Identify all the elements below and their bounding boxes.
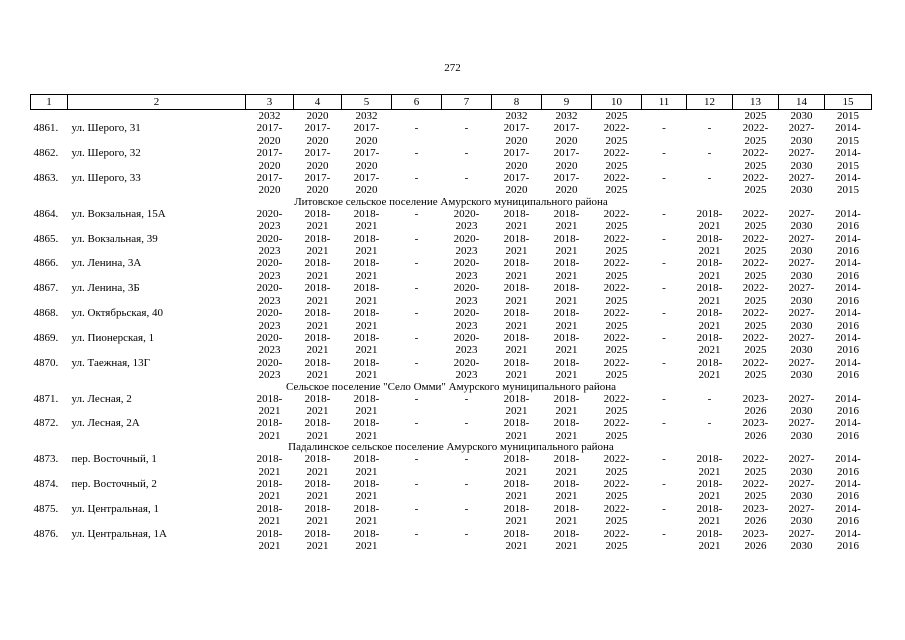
column-header-11: 11: [642, 95, 687, 110]
row-number: 4864.: [33, 207, 59, 220]
period-cell: 2022- 2025: [603, 331, 630, 357]
period-cell: 2018- 2021: [503, 331, 530, 357]
address-cell: ул. Лесная, 2А: [71, 417, 140, 430]
period-cell: 2022- 2025: [742, 331, 769, 357]
period-cell: 2022- 2025: [742, 172, 769, 197]
period-cell: -: [464, 502, 469, 515]
address-cell: ул. Вокзальная, 15А: [71, 207, 166, 220]
period-cell: -: [464, 527, 469, 540]
period-cell: 2014- 2016: [835, 232, 861, 258]
period-cell: 2018- 2021: [553, 207, 580, 233]
period-cell: 2020- 2023: [453, 232, 480, 258]
period-cell: 2018- 2021: [353, 232, 380, 258]
period-cell: 2018- 2021: [256, 453, 283, 478]
period-cell: [687, 110, 733, 123]
period-cell: -: [414, 232, 419, 245]
section-heading: Литовское сельское поселение Амурского муниципального района: [294, 195, 608, 208]
period-cell: 2025: [744, 110, 767, 122]
address-cell: ул. Лесная, 2: [71, 392, 132, 405]
row-number: [31, 110, 68, 123]
period-cell: 2017- 2020: [256, 172, 283, 197]
period-cell: 2017- 2020: [553, 147, 580, 172]
period-cell: 2023- 2026: [742, 392, 769, 417]
address-cell: ул. Шерого, 31: [71, 122, 141, 135]
period-cell: 2014- 2015: [835, 172, 861, 197]
address-cell: пер. Восточный, 1: [71, 453, 157, 466]
period-cell: 2027- 2030: [788, 477, 815, 503]
period-cell: 2018- 2021: [353, 392, 380, 417]
period-cell: 2020- 2023: [256, 307, 283, 332]
address-cell: ул. Вокзальная, 39: [71, 232, 158, 245]
period-cell: 2014- 2016: [835, 356, 861, 382]
period-cell: 2022- 2025: [603, 392, 630, 417]
period-cell: 2018- 2021: [503, 307, 530, 332]
section-heading: Сельское поселение "Село Омми" Амурского муниципального района: [285, 380, 617, 393]
period-cell: 2027- 2030: [788, 331, 815, 357]
period-cell: 2023- 2026: [742, 502, 769, 528]
row-number: 4873.: [33, 453, 59, 466]
row-number: 4870.: [33, 356, 59, 369]
period-cell: 2022- 2025: [742, 232, 769, 258]
period-cell: 2017- 2020: [503, 147, 530, 172]
period-cell: 2018- 2021: [503, 232, 530, 258]
period-cell: -: [662, 122, 666, 135]
period-cell: 2018- 2021: [503, 282, 530, 307]
period-cell: 2018- 2021: [553, 356, 580, 382]
period-cell: -: [662, 207, 666, 220]
period-cell: 2018- 2021: [304, 232, 331, 258]
table-row: [31, 332, 872, 357]
period-cell: 2020- 2023: [453, 257, 480, 282]
period-cell: -: [464, 122, 469, 135]
period-cell: 2018- 2021: [353, 356, 380, 382]
address-cell: ул. Ленина, 3А: [71, 257, 142, 270]
table-row: [31, 147, 872, 172]
period-cell: 2020: [306, 110, 329, 122]
period-cell: -: [707, 147, 712, 160]
address-cell: ул. Пионерская, 1: [71, 331, 155, 344]
period-cell: 2025: [605, 110, 628, 122]
period-cell: -: [414, 453, 419, 466]
period-cell: 2022- 2025: [603, 122, 630, 147]
table-row: [31, 122, 872, 147]
period-cell: 2027- 2030: [788, 502, 815, 528]
period-cell: 2020- 2023: [256, 207, 283, 233]
period-cell: 2018- 2021: [553, 331, 580, 357]
period-cell: 2020- 2023: [453, 307, 480, 332]
period-cell: 2014- 2015: [835, 147, 861, 172]
period-cell: 2014- 2016: [835, 207, 861, 233]
period-cell: 2018- 2021: [353, 527, 380, 552]
period-cell: 2018- 2021: [304, 207, 331, 233]
address-cell: ул. Центральная, 1: [71, 502, 159, 515]
period-cell: -: [414, 257, 419, 270]
period-cell: 2018- 2021: [696, 232, 723, 258]
period-cell: 2020- 2023: [256, 331, 283, 357]
period-cell: 2027- 2030: [788, 392, 815, 417]
period-cell: 2018- 2021: [304, 453, 331, 478]
column-header-1: 1: [31, 95, 68, 110]
period-cell: 2018- 2021: [553, 453, 580, 478]
period-cell: 2014- 2015: [835, 122, 861, 147]
table-row: [31, 233, 872, 258]
period-cell: 2027- 2030: [788, 282, 815, 307]
period-cell: 2018- 2021: [696, 207, 723, 233]
period-cell: 2027- 2030: [788, 122, 815, 147]
period-cell: 2018- 2021: [353, 207, 380, 233]
period-cell: 2014- 2016: [835, 282, 861, 307]
address-cell: ул. Ленина, 3Б: [71, 282, 140, 295]
address-cell: [68, 110, 246, 123]
period-cell: -: [707, 122, 712, 135]
table-row: [31, 282, 872, 307]
period-cell: 2022- 2025: [603, 527, 630, 552]
period-cell: -: [662, 502, 666, 515]
period-cell: 2022- 2025: [742, 307, 769, 332]
period-cell: 2022- 2025: [603, 207, 630, 233]
period-cell: 2017- 2020: [256, 122, 283, 147]
period-cell: 2014- 2016: [835, 307, 861, 332]
section-heading: Падалинское сельское поселение Амурского муниципального района: [288, 441, 614, 454]
table-header: [31, 95, 872, 110]
period-cell: 2014- 2016: [835, 527, 861, 552]
period-cell: 2020- 2023: [453, 282, 480, 307]
period-cell: 2017- 2020: [304, 172, 331, 197]
period-cell: -: [464, 477, 469, 490]
column-header-12: 12: [687, 95, 733, 110]
period-cell: 2017- 2020: [353, 122, 380, 147]
table-row: [31, 417, 872, 442]
period-cell: 2018- 2021: [353, 282, 380, 307]
section-heading-row: [31, 197, 872, 208]
period-cell: 2020- 2023: [453, 207, 480, 233]
period-cell: 2018- 2021: [353, 307, 380, 332]
period-cell: 2018- 2021: [256, 417, 283, 442]
period-cell: -: [414, 331, 419, 344]
column-header-2: 2: [68, 95, 246, 110]
period-cell: -: [662, 172, 666, 185]
period-cell: 2014- 2016: [835, 477, 861, 503]
period-cell: 2018- 2021: [304, 392, 331, 417]
period-cell: 2018- 2021: [553, 392, 580, 417]
period-cell: 2018- 2021: [553, 502, 580, 528]
period-cell: 2018- 2021: [696, 453, 723, 478]
period-cell: 2018- 2021: [503, 502, 530, 528]
period-cell: 2022- 2025: [742, 477, 769, 503]
period-cell: [392, 110, 442, 123]
column-header-5: 5: [342, 95, 392, 110]
row-number: 4872.: [33, 417, 59, 430]
period-cell: -: [662, 282, 666, 295]
period-cell: -: [662, 417, 666, 430]
period-cell: 2018- 2021: [503, 453, 530, 478]
period-cell: 2017- 2020: [353, 147, 380, 172]
period-cell: 2018- 2021: [353, 477, 380, 503]
period-cell: 2018- 2021: [553, 282, 580, 307]
period-cell: 2017- 2020: [304, 122, 331, 147]
period-cell: 2018- 2021: [696, 282, 723, 307]
period-cell: -: [464, 417, 469, 430]
period-cell: -: [707, 392, 712, 405]
period-cell: 2027- 2030: [788, 232, 815, 258]
period-cell: -: [707, 417, 712, 430]
address-cell: ул. Шерого, 32: [71, 147, 141, 160]
table-row: [31, 257, 872, 282]
period-cell: 2018- 2021: [696, 307, 723, 332]
column-header-3: 3: [246, 95, 294, 110]
period-cell: -: [662, 477, 666, 490]
period-cell: -: [662, 307, 666, 320]
row-number: 4874.: [33, 477, 59, 490]
address-cell: ул. Таежная, 13Г: [71, 356, 151, 369]
period-cell: 2027- 2030: [788, 147, 815, 172]
period-cell: 2017- 2020: [353, 172, 380, 197]
period-cell: [442, 110, 492, 123]
period-cell: 2018- 2021: [304, 307, 331, 332]
period-cell: -: [414, 527, 419, 540]
period-cell: 2032: [505, 110, 528, 122]
period-cell: 2030: [790, 110, 813, 122]
period-cell: -: [662, 147, 666, 160]
period-cell: -: [707, 172, 712, 185]
period-cell: -: [414, 417, 419, 430]
period-cell: 2018- 2021: [503, 417, 530, 442]
row-number: 4869.: [33, 331, 59, 344]
period-cell: 2018- 2021: [553, 307, 580, 332]
period-cell: 2027- 2030: [788, 356, 815, 382]
period-cell: -: [662, 392, 666, 405]
period-cell: 2018- 2021: [304, 257, 331, 282]
period-cell: 2018- 2021: [304, 356, 331, 382]
period-cell: -: [464, 147, 469, 160]
period-cell: 2020- 2023: [256, 282, 283, 307]
column-header-15: 15: [825, 95, 872, 110]
period-cell: 2018- 2021: [256, 527, 283, 552]
period-cell: 2022- 2025: [742, 147, 769, 172]
period-cell: 2018- 2021: [256, 477, 283, 503]
period-cell: 2015: [837, 110, 859, 122]
period-cell: 2022- 2025: [603, 477, 630, 503]
table-row: [31, 357, 872, 382]
period-cell: 2022- 2025: [603, 232, 630, 258]
table-row: [31, 528, 872, 553]
period-cell: 2020- 2023: [256, 257, 283, 282]
row-number: 4868.: [33, 307, 59, 320]
period-cell: 2018- 2021: [304, 477, 331, 503]
table-row: [31, 393, 872, 418]
period-cell: 2018- 2021: [503, 527, 530, 552]
period-cell: 2022- 2025: [742, 207, 769, 233]
header-row: [31, 95, 872, 110]
period-cell: 2022- 2025: [603, 417, 630, 442]
period-cell: 2022- 2025: [742, 453, 769, 478]
address-cell: ул. Центральная, 1А: [71, 527, 167, 540]
row-number: 4861.: [33, 122, 59, 135]
period-cell: 2018- 2021: [503, 207, 530, 233]
period-cell: 2018- 2021: [353, 453, 380, 478]
period-cell: 2032: [355, 110, 378, 122]
period-cell: 2014- 2016: [835, 392, 861, 417]
period-cell: -: [464, 453, 469, 466]
period-cell: -: [662, 257, 666, 270]
period-cell: 2018- 2021: [353, 417, 380, 442]
period-cell: -: [414, 147, 419, 160]
period-cell: 2032: [555, 110, 578, 122]
table-row: [31, 172, 872, 197]
period-cell: 2018- 2021: [353, 331, 380, 357]
period-cell: 2022- 2025: [603, 282, 630, 307]
period-cell: 2014- 2016: [835, 502, 861, 528]
period-cell: 2014- 2016: [835, 331, 861, 357]
period-cell: [642, 110, 687, 123]
period-cell: 2018- 2021: [353, 257, 380, 282]
period-cell: 2020- 2023: [453, 356, 480, 382]
period-cell: 2018- 2021: [304, 527, 331, 552]
period-cell: 2018- 2021: [696, 527, 723, 552]
section-heading-row: [31, 442, 872, 453]
period-cell: 2020- 2023: [256, 232, 283, 258]
period-cell: 2018- 2021: [503, 257, 530, 282]
period-cell: 2018- 2021: [696, 257, 723, 282]
column-header-8: 8: [492, 95, 542, 110]
period-cell: 2027- 2030: [788, 527, 815, 552]
period-cell: -: [464, 172, 469, 185]
period-cell: 2018- 2021: [304, 417, 331, 442]
period-cell: -: [414, 122, 419, 135]
continued-row: [31, 110, 872, 123]
period-cell: 2018- 2021: [353, 502, 380, 528]
row-number: 4876.: [33, 527, 59, 540]
period-cell: 2023- 2026: [742, 417, 769, 442]
address-cell: ул. Октябрьская, 40: [71, 307, 163, 320]
address-cell: пер. Восточный, 2: [71, 477, 157, 490]
period-cell: -: [414, 392, 419, 405]
period-cell: 2018- 2021: [696, 502, 723, 528]
period-cell: 2018- 2021: [503, 477, 530, 503]
period-cell: 2020- 2023: [453, 331, 480, 357]
period-cell: 2017- 2020: [304, 147, 331, 172]
period-cell: -: [414, 307, 419, 320]
column-header-13: 13: [733, 95, 779, 110]
period-cell: -: [464, 392, 469, 405]
period-cell: 2032: [258, 110, 281, 122]
column-header-6: 6: [392, 95, 442, 110]
period-cell: 2014- 2016: [835, 417, 861, 442]
row-number: 4866.: [33, 257, 59, 270]
period-cell: 2017- 2020: [553, 122, 580, 147]
period-cell: 2022- 2025: [603, 147, 630, 172]
row-number: 4865.: [33, 232, 59, 245]
table-body: [31, 110, 872, 553]
period-cell: 2022- 2025: [603, 453, 630, 478]
period-cell: 2018- 2021: [503, 392, 530, 417]
repair-schedule-table: [30, 94, 872, 552]
period-cell: -: [414, 356, 419, 369]
period-cell: 2022- 2025: [603, 172, 630, 197]
column-header-9: 9: [542, 95, 592, 110]
period-cell: -: [414, 282, 419, 295]
period-cell: 2027- 2030: [788, 257, 815, 282]
period-cell: -: [414, 477, 419, 490]
period-cell: 2017- 2020: [553, 172, 580, 197]
page-number: 272: [444, 62, 461, 74]
period-cell: 2020- 2023: [256, 356, 283, 382]
period-cell: 2018- 2021: [696, 477, 723, 503]
column-header-14: 14: [779, 95, 825, 110]
period-cell: 2018- 2021: [256, 392, 283, 417]
period-cell: 2022- 2025: [603, 502, 630, 528]
table-row: [31, 453, 872, 478]
period-cell: 2018- 2021: [553, 257, 580, 282]
table-row: [31, 208, 872, 233]
period-cell: -: [662, 232, 666, 245]
period-cell: 2018- 2021: [256, 502, 283, 528]
period-cell: -: [662, 331, 666, 344]
period-cell: 2017- 2020: [503, 122, 530, 147]
period-cell: -: [662, 527, 666, 540]
period-cell: 2018- 2021: [503, 356, 530, 382]
period-cell: 2022- 2025: [742, 257, 769, 282]
period-cell: 2018- 2021: [696, 331, 723, 357]
table-row: [31, 307, 872, 332]
period-cell: 2022- 2025: [742, 282, 769, 307]
period-cell: 2014- 2016: [835, 453, 861, 478]
table-row: [31, 478, 872, 503]
period-cell: 2027- 2030: [788, 453, 815, 478]
period-cell: -: [662, 356, 666, 369]
period-cell: 2022- 2025: [603, 257, 630, 282]
row-number: 4862.: [33, 147, 59, 160]
period-cell: -: [414, 207, 419, 220]
period-cell: 2018- 2021: [553, 232, 580, 258]
row-number: 4867.: [33, 282, 59, 295]
column-header-10: 10: [592, 95, 642, 110]
table-row: [31, 503, 872, 528]
period-cell: 2027- 2030: [788, 207, 815, 233]
column-header-4: 4: [294, 95, 342, 110]
address-cell: ул. Шерого, 33: [71, 172, 141, 185]
period-cell: 2027- 2030: [788, 417, 815, 442]
section-heading-row: [31, 382, 872, 393]
period-cell: 2022- 2025: [742, 122, 769, 147]
row-number: 4875.: [33, 502, 59, 515]
row-number: 4871.: [33, 392, 59, 405]
column-header-7: 7: [442, 95, 492, 110]
period-cell: -: [414, 502, 419, 515]
period-cell: 2022- 2025: [603, 356, 630, 382]
period-cell: 2027- 2030: [788, 307, 815, 332]
period-cell: 2018- 2021: [553, 527, 580, 552]
period-cell: 2014- 2016: [835, 257, 861, 282]
period-cell: 2018- 2021: [553, 417, 580, 442]
period-cell: 2017- 2020: [256, 147, 283, 172]
period-cell: 2018- 2021: [304, 282, 331, 307]
period-cell: -: [414, 172, 419, 185]
row-number: 4863.: [33, 172, 59, 185]
repair-schedule-table-container: [30, 94, 871, 552]
period-cell: 2022- 2025: [603, 307, 630, 332]
period-cell: 2018- 2021: [304, 502, 331, 528]
period-cell: 2018- 2021: [696, 356, 723, 382]
period-cell: 2023- 2026: [742, 527, 769, 552]
period-cell: -: [662, 453, 666, 466]
period-cell: 2018- 2021: [553, 477, 580, 503]
period-cell: 2022- 2025: [742, 356, 769, 382]
period-cell: 2017- 2020: [503, 172, 530, 197]
period-cell: 2027- 2030: [788, 172, 815, 197]
period-cell: 2018- 2021: [304, 331, 331, 357]
